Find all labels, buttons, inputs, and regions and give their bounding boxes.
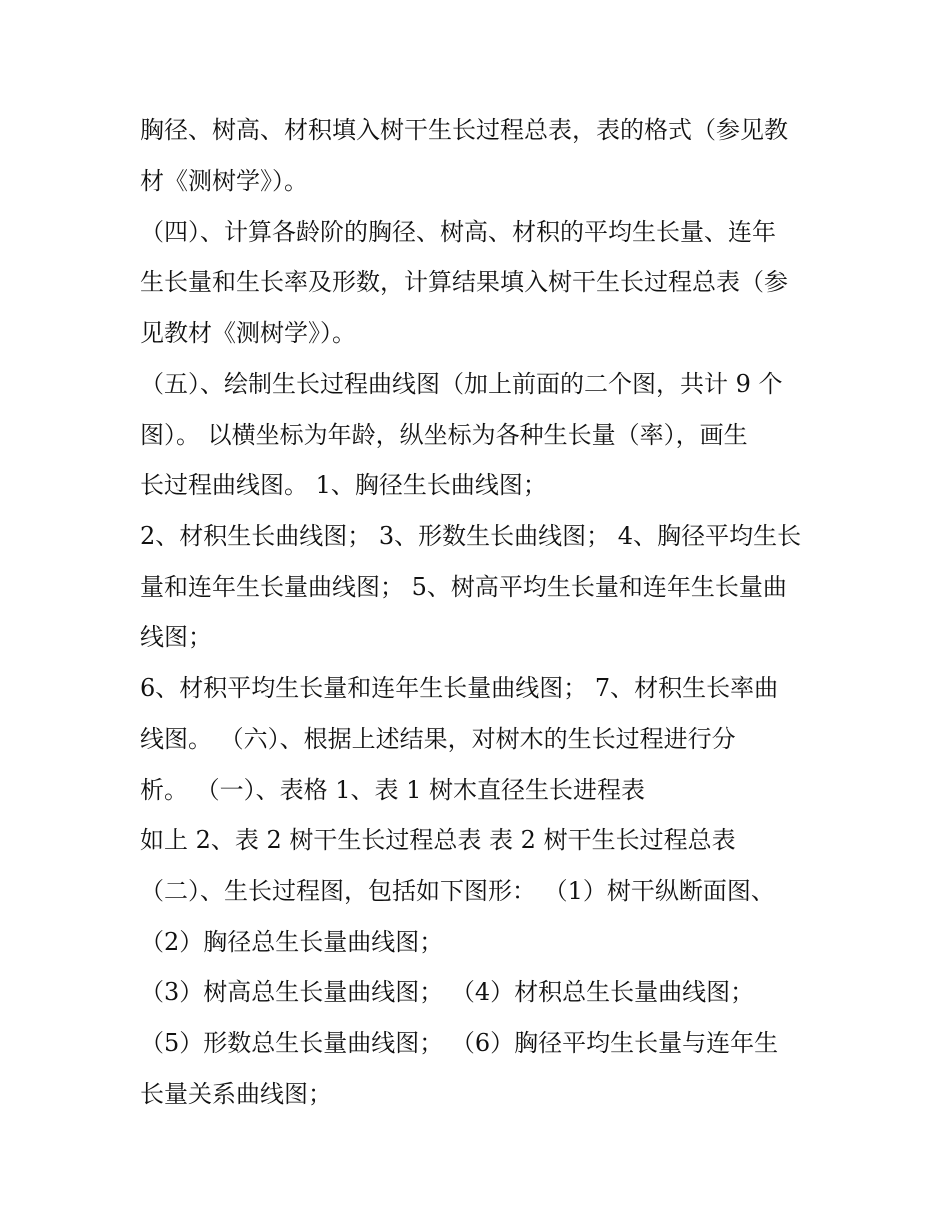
text-line: 线图； (140, 623, 212, 651)
text-line: 6、材积平均生长量和连年生长量曲线图； 7、材积生长率曲 (140, 674, 779, 702)
text-line: 胸径、树高、材积填入树干生长过程总表，表的格式（参见教 (140, 116, 788, 144)
text-line: （2）胸径总生长量曲线图； (140, 928, 444, 956)
text-line: 如上 2、表 2 树干生长过程总表 表 2 树干生长过程总表 (140, 826, 736, 854)
text-line: 长过程曲线图。 1、胸径生长曲线图； (140, 471, 547, 499)
text-line: 见教材《测树学》）。 (140, 319, 356, 347)
text-line: 析。 （一）、表格 1、表 1 树木直径生长进程表 (140, 776, 646, 804)
text-line: 线图。 （六）、根据上述结果，对树木的生长过程进行分 (140, 725, 736, 753)
text-line: 量和连年生长量曲线图； 5、树高平均生长量和连年生长量曲 (140, 573, 787, 601)
text-line: 材《测树学》）。 (140, 167, 308, 195)
text-line: （3）树高总生长量曲线图； （4）材积总生长量曲线图； (140, 978, 755, 1006)
text-line: 生长量和生长率及形数，计算结果填入树干生长过程总表（参 (140, 268, 788, 296)
text-line: （二）、生长过程图，包括如下图形： （1）树干纵断面图、 (140, 877, 775, 905)
text-line: 2、材积生长曲线图； 3、形数生长曲线图； 4、胸径平均生长 (140, 522, 802, 550)
text-line: （5）形数总生长量曲线图； （6）胸径平均生长量与连年生 (140, 1029, 779, 1057)
text-line: 长量关系曲线图； (140, 1080, 332, 1108)
text-line: （五）、绘制生长过程曲线图（加上前面的二个图，共计 9 个 (140, 370, 783, 398)
text-line: 图）。 以横坐标为年龄，纵坐标为各种生长量（率），画生 (140, 421, 748, 449)
text-line: （四）、计算各龄阶的胸径、树高、材积的平均生长量、连年 (140, 218, 776, 246)
